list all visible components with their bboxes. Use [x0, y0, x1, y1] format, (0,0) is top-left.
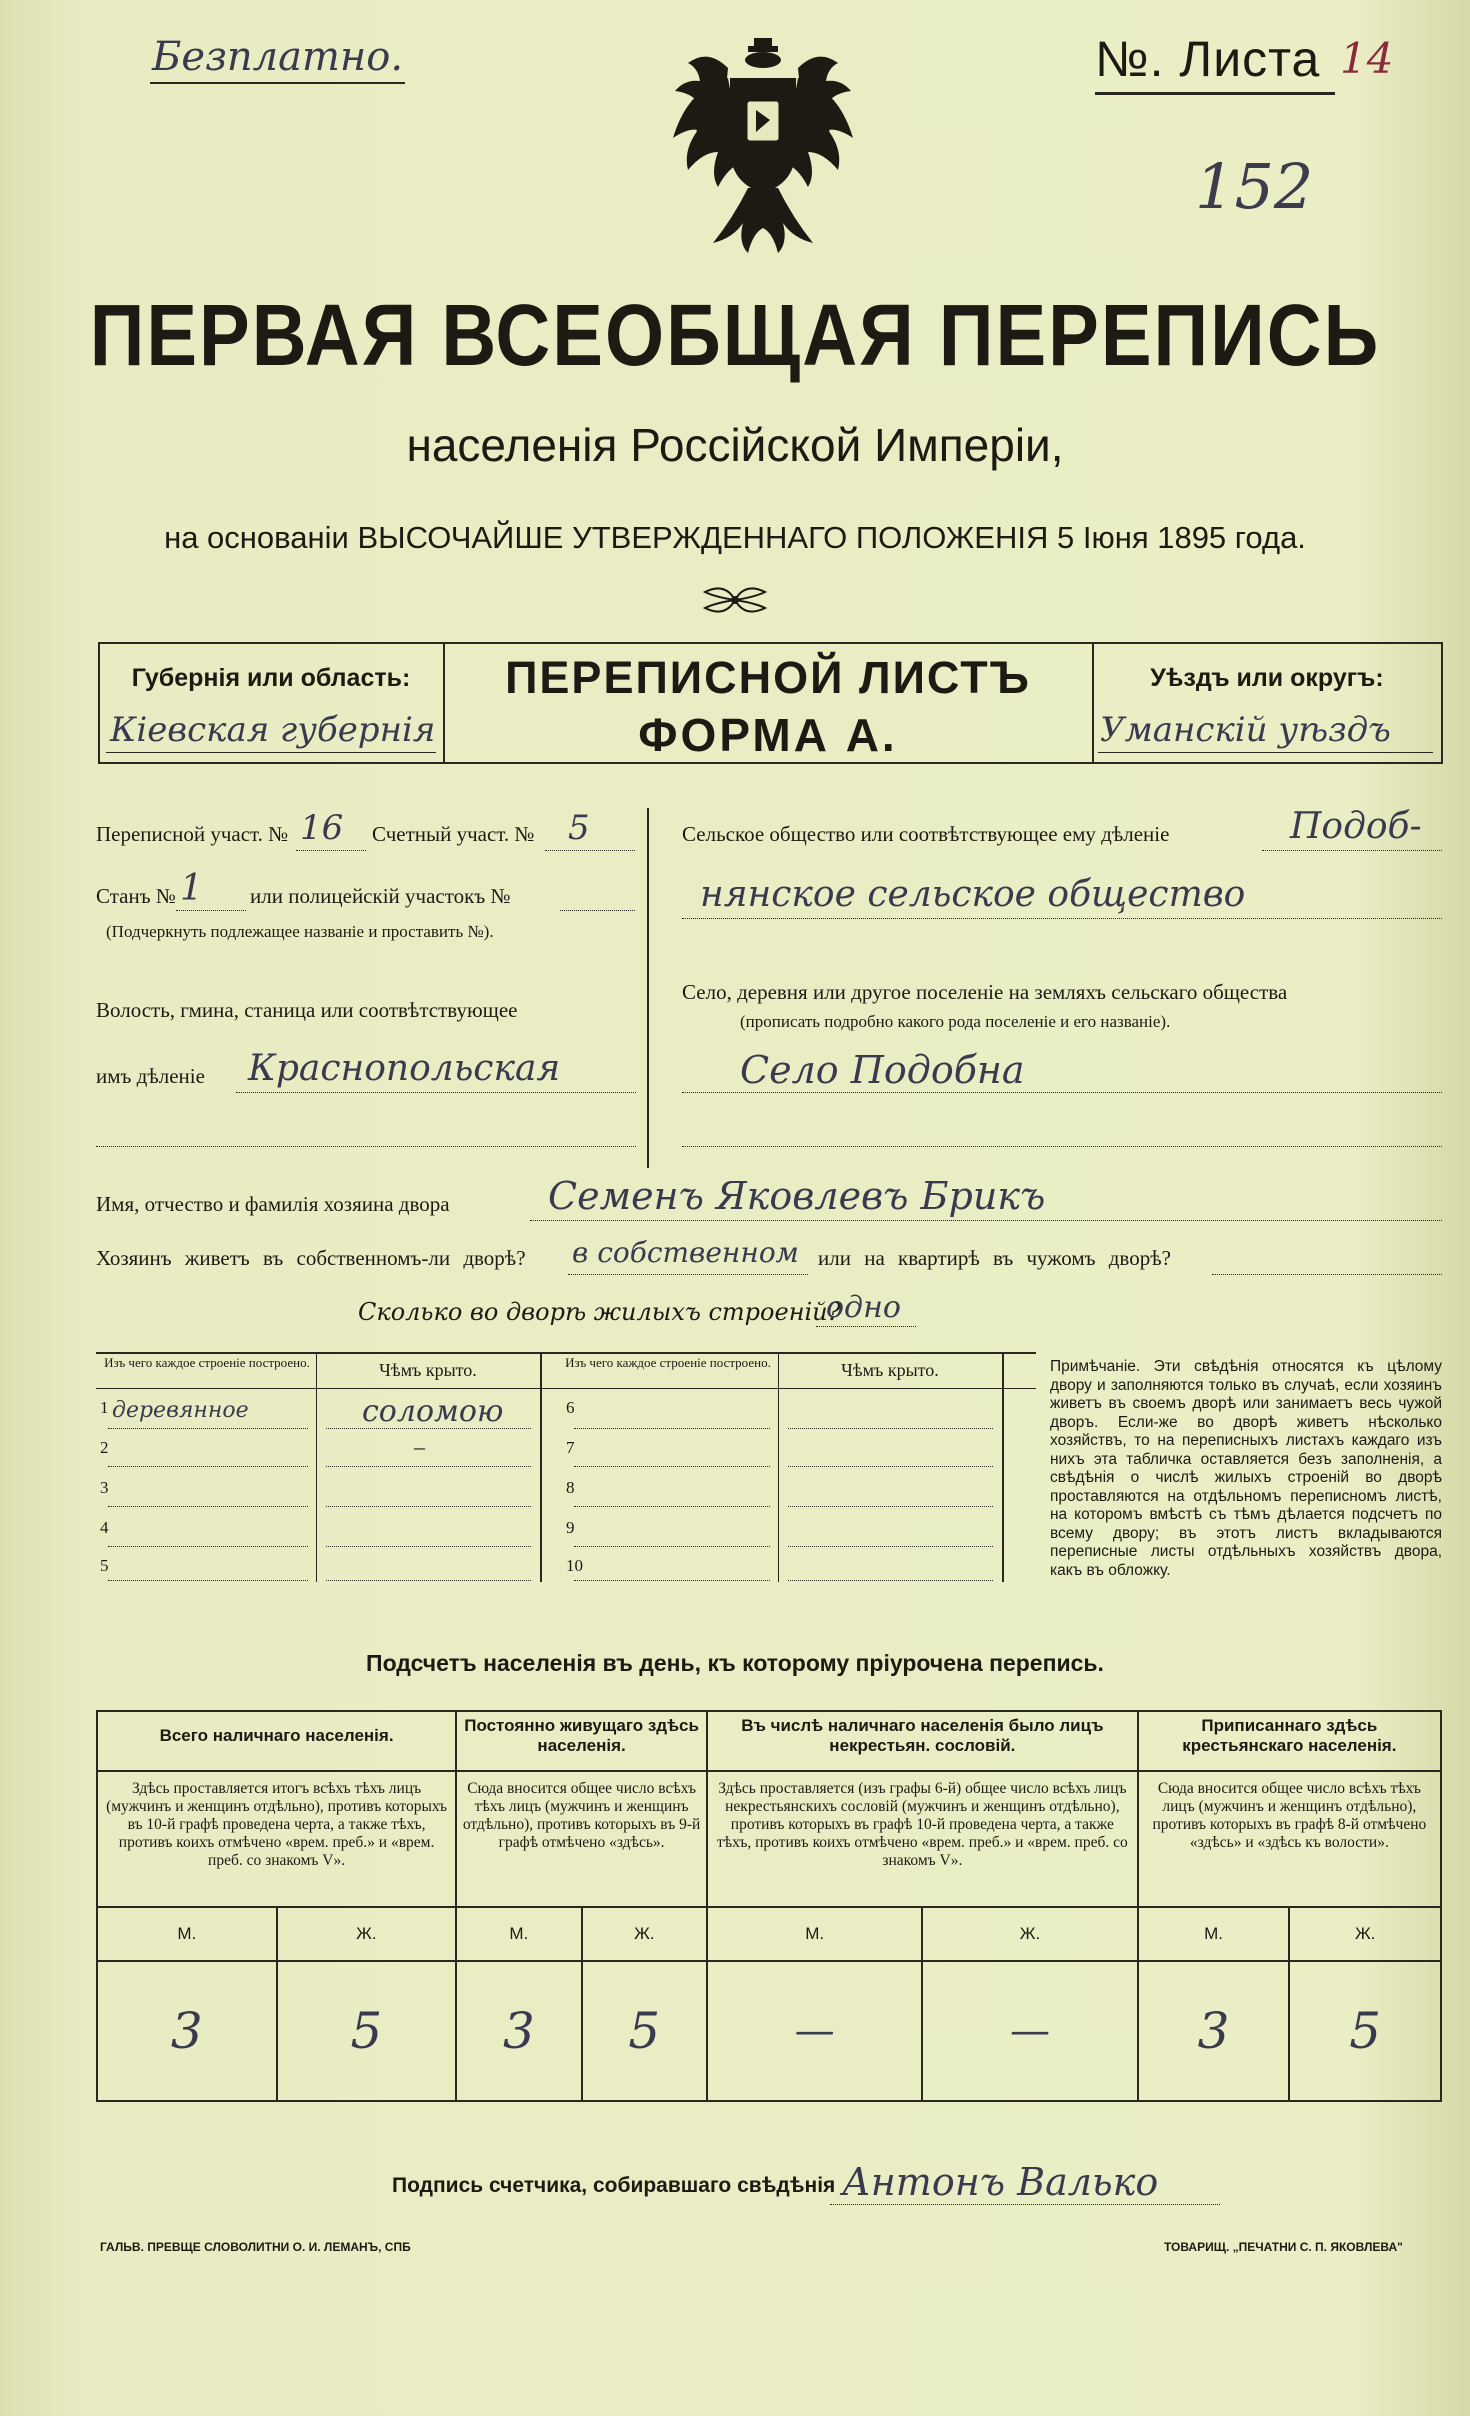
building-row-num: 8 — [566, 1478, 575, 1497]
form-letter: ФОРМА А. — [638, 709, 898, 761]
tally-col-desc: Сюда вносится общее число всѣхъ тѣхъ лицъ (мужчинъ и женщинъ отдѣльно), противъ которыхъ въ 9-й графѣ отмѣчено «здѣсь». — [456, 1771, 707, 1907]
tally-col-desc: Здѣсь проставляется итогъ всѣхъ тѣхъ лицъ (мужчинъ и женщинъ отдѣльно), противъ которыхъ въ 10-й графѣ проведена черта, а также тѣхъ, противъ коихъ отмѣчено «врем. преб.» и «врем. преб. со знакомъ V». — [97, 1771, 456, 1907]
society-value-1: Подоб- — [1290, 806, 1422, 847]
tally-m-value: 3 — [1138, 1961, 1290, 2101]
tally-m-value: 3 — [456, 1961, 581, 2101]
tally-m-value: — — [707, 1961, 922, 2101]
building-row-material: деревянное — [112, 1398, 249, 1423]
village-label: Село, деревня или другое поселеніе на земляхъ сельскаго общества — [682, 980, 1288, 1004]
count-district-value: 5 — [568, 808, 590, 848]
sheet-number-value: 14 — [1340, 34, 1394, 83]
form-subtitle: населенія Россійской Имперіи, — [406, 419, 1064, 471]
buildings-count-value: одно — [826, 1290, 901, 1325]
form-basis: на основаніи ВЫСОЧАЙШЕ УТВЕРЖДЕННАГО ПОЛОЖЕНІЯ 5 Іюня 1895 года. — [164, 520, 1306, 555]
tally-col-title: Въ числѣ наличнаго населенія было лицъ некрестьян. сословій. — [707, 1711, 1138, 1771]
building-row-num: 9 — [566, 1518, 575, 1537]
village-value: Село Подобна — [740, 1048, 1025, 1092]
volost-label-2: имъ дѣленіе — [96, 1064, 205, 1088]
society-value-2: нянское сельское общество — [700, 874, 1246, 915]
tally-heading: Подсчетъ населенія въ день, къ которому пріурочена перепись. — [366, 1650, 1104, 1676]
buildings-col-material-right: Изъ чего каждое строеніе построено. — [565, 1355, 771, 1370]
village-note: (прописать подробно какого рода поселеніе и его названіе). — [740, 1012, 1171, 1031]
tally-col-desc: Сюда вносится общее число всѣхъ тѣхъ лицъ (мужчинъ и женщинъ отдѣльно), противъ которыхъ въ графѣ 8-й отмѣчено «здѣсь» и «здѣсь къ волости». — [1138, 1771, 1441, 1907]
volost-label-1: Волость, гмина, станица или соотвѣтствующее — [96, 998, 518, 1022]
tally-m-value: 3 — [97, 1961, 277, 2101]
stan-label: Станъ № — [96, 884, 176, 908]
tally-f-value: 5 — [1289, 1961, 1441, 2101]
uezd-value: Уманскій уѣздъ — [1100, 710, 1391, 750]
signature-label: Подпись счетчика, собиравшаго свѣдѣнія — [392, 2174, 836, 2197]
imperial-eagle-emblem — [668, 38, 858, 268]
tally-col-title: Всего наличнаго населенія. — [97, 1711, 456, 1771]
building-row-roof: – — [414, 1434, 425, 1459]
police-label: или полицейскій участокъ № — [250, 884, 511, 908]
tally-m-label: М. — [456, 1907, 581, 1961]
uezd-label: Уѣздъ или округъ: — [1150, 664, 1384, 692]
tally-f-value: 5 — [277, 1961, 457, 2101]
tally-col-desc: Здѣсь проставляется (изъ графы 6-й) общее число всѣхъ лицъ некрестьянскихъ сословій (мужчинъ и женщинъ отдѣльно), противъ которыхъ въ графѣ 10-й проведена черта, а также тѣхъ, противъ коихъ отмѣчено «врем. преб.» и «врем. преб. со знакомъ V». — [707, 1771, 1138, 1907]
building-row-num: 7 — [566, 1438, 575, 1457]
form-sheet-title: ПЕРЕПИСНОЙ ЛИСТЪ — [505, 652, 1031, 703]
volost-value: Краснопольская — [248, 1048, 561, 1089]
building-row-num: 4 — [100, 1518, 109, 1537]
archive-number: 152 — [1195, 150, 1314, 223]
count-district-label: Счетный участ. № — [372, 822, 535, 846]
ornament-icon — [695, 580, 775, 620]
stan-value: 1 — [180, 868, 203, 909]
tally-col-title: Приписаннаго здѣсь крестьянскаго населенія. — [1138, 1711, 1441, 1771]
owner-name-label: Имя, отчество и фамилія хозяина двора — [96, 1192, 450, 1216]
tally-f-label: Ж. — [922, 1907, 1137, 1961]
signature-value: Антонъ Валько — [842, 2160, 1159, 2204]
building-row-num: 6 — [566, 1398, 575, 1417]
census-district-label: Переписной участ. № — [96, 822, 289, 846]
gubernia-label: Губернія или область: — [131, 664, 411, 692]
footer-left-imprint: ГАЛЬВ. ПРЕВЩЕ СЛОВОЛИТНИ О. И. ЛЕМАНЪ, СПБ — [100, 2240, 411, 2254]
buildings-col-roof-right: Чѣмъ крыто. — [841, 1360, 939, 1380]
building-row-num: 1 — [100, 1398, 109, 1417]
owner-name-value: Семенъ Яковлевъ Брикъ — [548, 1174, 1046, 1218]
tally-col-title: Постоянно живущаго здѣсь населенія. — [456, 1711, 707, 1771]
buildings-col-roof-left: Чѣмъ крыто. — [379, 1360, 477, 1380]
building-row-num: 2 — [100, 1438, 109, 1457]
buildings-col-material-left: Изъ чего каждое строеніе построено. — [104, 1355, 310, 1370]
owner-lives-value: в собственном — [572, 1236, 799, 1269]
owner-lives-label-2: или на квартирѣ въ чужомъ дворѣ? — [818, 1246, 1171, 1270]
tally-f-label: Ж. — [277, 1907, 457, 1961]
tally-f-label: Ж. — [582, 1907, 707, 1961]
sheet-number-label: №. Листа — [1095, 31, 1321, 87]
form-main-title: ПЕРВАЯ ВСЕОБЩАЯ ПЕРЕПИСЬ — [89, 286, 1381, 385]
underline-note: (Подчеркнуть подлежащее названіе и проставить №). — [106, 922, 494, 941]
owner-lives-label-1: Хозяинъ живетъ въ собственномъ-ли дворѣ? — [96, 1246, 526, 1270]
tally-m-label: М. — [97, 1907, 277, 1961]
tally-table — [96, 1710, 1442, 2102]
buildings-count-label: Сколько во дворѣ жилыхъ строеній? — [358, 1298, 841, 1326]
footer-right-imprint: ТОВАРИЩ. „ПЕЧАТНИ С. П. ЯКОВЛЕВА" — [1164, 2240, 1403, 2254]
tally-m-label: М. — [707, 1907, 922, 1961]
free-label: Безплатно. — [152, 34, 404, 80]
society-label: Сельское общество или соотвѣтствующее ему дѣленіе — [682, 822, 1170, 846]
gubernia-value: Кіевская губернія — [110, 710, 436, 750]
tally-f-label: Ж. — [1289, 1907, 1441, 1961]
building-row-num: 5 — [100, 1556, 109, 1575]
building-row-roof: соломою — [362, 1394, 504, 1429]
building-row-num: 10 — [566, 1556, 583, 1575]
tally-m-label: М. — [1138, 1907, 1290, 1961]
tally-f-value: 5 — [582, 1961, 707, 2101]
census-district-value: 16 — [300, 808, 344, 848]
building-row-num: 3 — [100, 1478, 109, 1497]
tally-f-value: — — [922, 1961, 1137, 2101]
buildings-note: Примѣчаніе. Эти свѣдѣнія относятся къ цѣлому двору и заполняются только въ случаѣ, если хозяинъ живетъ въ своемъ дворѣ или занимаетъ весь чужой дворъ. Если-же во дворѣ живетъ нѣсколько хозяйствъ, то на переписныхъ листахъ каждаго изъ нихъ эта табличка оставляется безъ заполненія, а свѣдѣнія о числѣ жилыхъ строеній во дворѣ проставляются на отдѣльномъ переписномъ листѣ, на которомъ вмѣстѣ съ тѣмъ дѣлается подсчетъ по всему двору; въ этотъ листъ вкладываются переписные листы отдѣльныхъ хозяйствъ двора, какъ въ обложку. — [1050, 1358, 1442, 1579]
